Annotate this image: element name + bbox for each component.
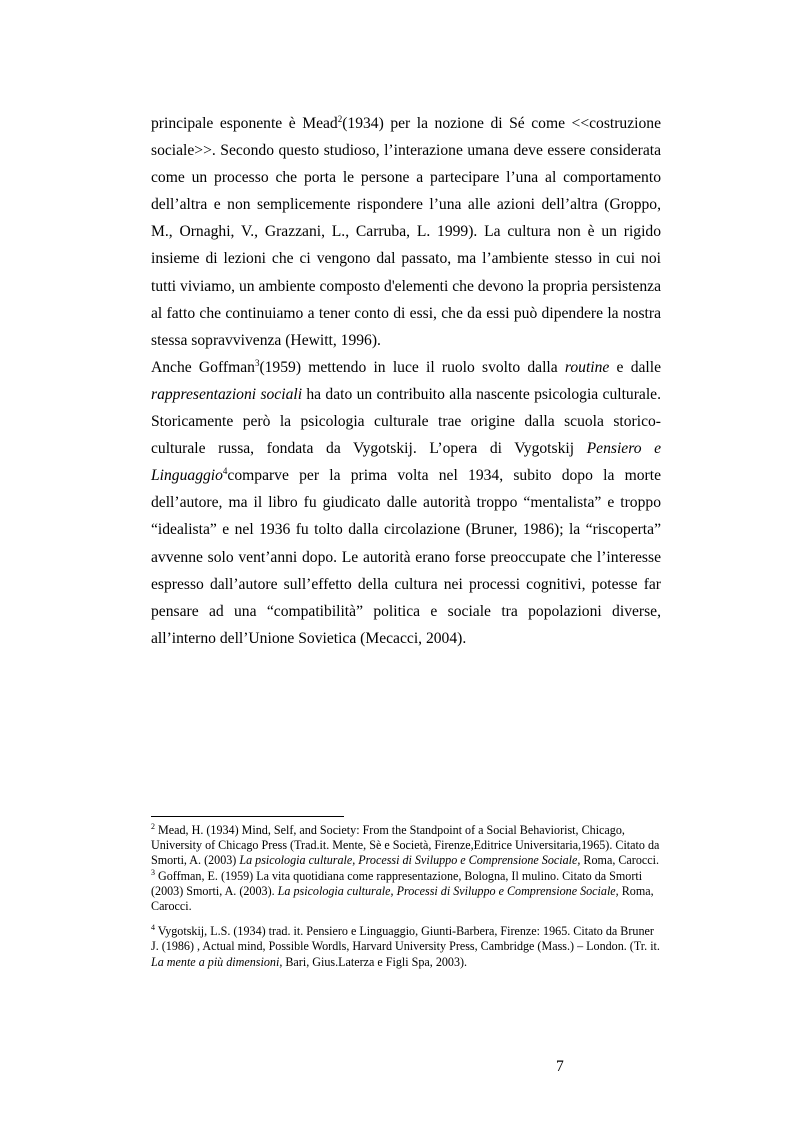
footnote-2-text-a: Mead, H. (1934) Mind, Self, and Society: From the Standpoint of a Social Behaviorist, Chicago, University of Chicago Press (Trad.it. Mente, Sè e Società, Firenze,Editrice Universitaria,1965). Citato da Smorti, A. (2003) [151, 823, 660, 868]
footnote-ref-2: 2 [337, 113, 343, 124]
paragraph-1-text-a: principale esponente è Mead [151, 115, 338, 132]
footnote-4-text-b: Bari, Gius.Laterza e Figli Spa, 2003). [282, 954, 468, 969]
footnote-4-text-a: Vygotskij, L.S. (1934) trad. it. Pensiero e Linguaggio, Giunti-Barbera, Firenze: 1965. Citato da Bruner J. (1986) , Actual mind, Possible Wordls, Harvard University Press, Cambridge (Mass.) – London. (Tr. it. [151, 924, 660, 954]
paragraph-2-text-a: Anche Goffman [151, 358, 255, 376]
footnote-3-number: 3 [151, 867, 155, 877]
rappresentazioni-sociali-term: rappresentazioni sociali [151, 385, 303, 403]
book-title-pensiero-e-linguaggio: Pensiero e Linguaggio [151, 440, 662, 485]
paragraph-1 [151, 110, 661, 354]
footnote-3-text-b: Roma, Carocci. [151, 883, 654, 914]
body-text [151, 110, 661, 652]
footnotes [151, 823, 661, 970]
footnote-2 [151, 823, 661, 869]
paragraph-2-text-b: (1959) mettendo in luce il ruolo svolto dalla [259, 358, 565, 376]
footnote-ref-3: 3 [254, 357, 260, 368]
footnote-2-italic: La psicologia culturale, Processi di Sviluppo e Comprensione Sociale, [239, 853, 581, 868]
footnote-2-number: 2 [151, 821, 155, 831]
footnote-4-italic: La mente a più dimensioni, [151, 954, 283, 969]
paragraph-2-text-d: ha dato un contribuito alla nascente psicologia culturale. Storicamente però la psicologia culturale trae origine dalla scuola storico-culturale russa, fondata da Vygotskij. L’opera di Vygotskij [151, 385, 661, 458]
footnote-3-text-a: Goffman, E. (1959) La vita quotidiana come rappresentazione, Bologna, Il mulino. Citato da Smorti (2003) Smorti, A. (2003). [151, 868, 643, 898]
paragraph-2-text-e: comparve per la prima volta nel 1934, subito dopo la morte dell’autore, ma il libro fu giudicato dalle autorità troppo “mentalista” e troppo “idealista” e nel 1936 fu tolto dalla circolazione (Bruner, 1986); la “riscoperta” avvenne solo vent’anni dopo. Le autorità erano forse preoccupate che l’interesse espresso dall’autore sull’effetto della cultura nei processi cognitivi, potesse far pensare ad una “compatibilità” politica e sociale tra popolazioni diverse, all’interno dell’Unione Sovietica (Mecacci, 2004). [151, 467, 661, 647]
routine-term: routine [564, 358, 610, 376]
footnote-3 [151, 869, 661, 915]
footnote-4 [151, 924, 661, 970]
footnote-3-italic: La psicologia culturale, Processi di Sviluppo e Comprensione Sociale, [277, 883, 619, 898]
page-number: 7 [556, 1058, 564, 1075]
footnote-4-number: 4 [151, 923, 155, 933]
paragraph-2-text-c: e dalle [609, 358, 661, 376]
paragraph-2 [151, 354, 661, 652]
footnote-separator [151, 816, 344, 817]
footnote-ref-4: 4 [222, 466, 228, 477]
paragraph-1-text-b: (1934) per la nozione di Sé come <<costruzione sociale>>. Secondo questo studioso, l’interazione umana deve essere considerata come un processo che porta le persone a partecipare l’una al comportamento dell’altra e non semplicemente rispondere l’una alle azioni dell’altra (Groppo, M., Ornaghi, V., Grazzani, L., Carruba, L. 1999). La cultura non è un rigido insieme di lezioni che ci vengono dal passato, ma l’ambiente stesso in cui noi tutti viviamo, un ambiente composto d'elementi che devono la propria persistenza al fatto che continuiamo a tener conto di essi, che da essi può dipendere la nostra stessa sopravvivenza (Hewitt, 1996). [151, 115, 661, 349]
footnote-2-text-b: Roma, Carocci. [580, 853, 659, 868]
